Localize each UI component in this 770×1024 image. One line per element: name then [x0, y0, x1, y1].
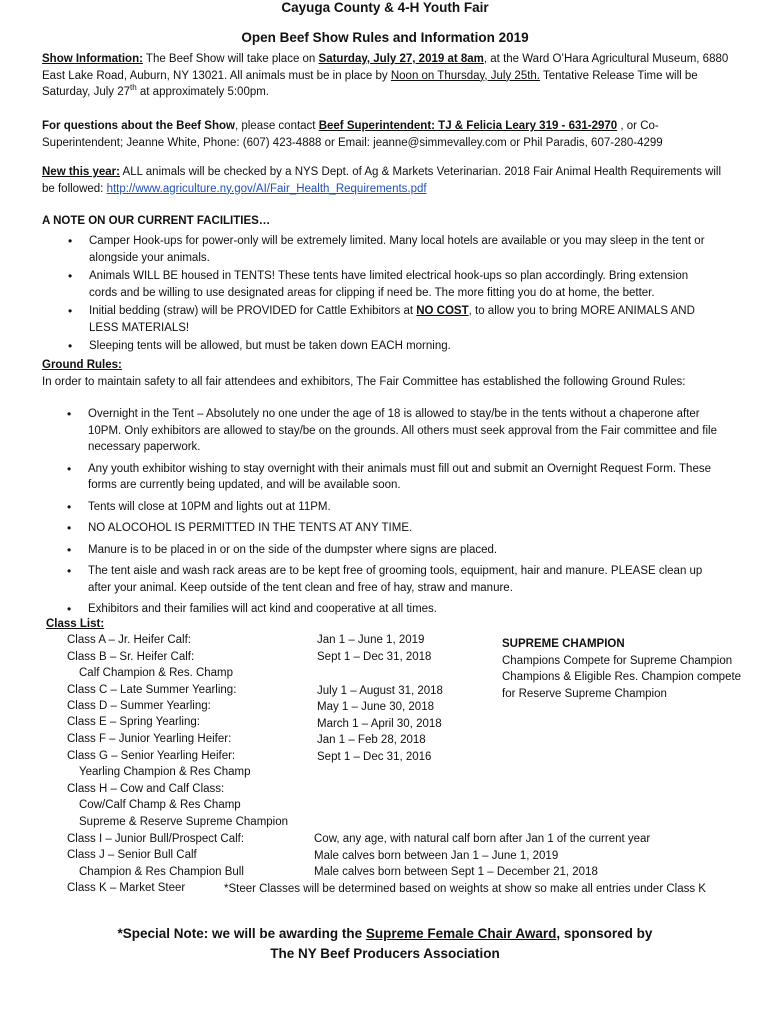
- class-row-label: Class C – Late Summer Yearling:: [67, 684, 237, 696]
- new-this-year-paragraph: [42, 164, 732, 197]
- list-item: • Sleeping tents will be allowed, but must be taken down EACH morning.: [68, 338, 718, 355]
- class-row-label: Calf Champion & Res. Champ: [79, 667, 234, 679]
- health-requirements-link[interactable]: http://www.agriculture.ny.gov/AI/Fair_Health_Requirements.pdf: [106, 182, 427, 195]
- class-row-label: Class J – Senior Bull Calf: [67, 849, 197, 861]
- show-info-text: The Beef Show will take place on: [142, 53, 319, 65]
- class-list-heading: Class List:: [46, 618, 105, 630]
- show-info-text: , at the Ward O’Hara Agricultural Museum, 6880 East Lake Road, Auburn, NY 13021. All animals must be in place by: [42, 53, 729, 82]
- list-item: • Manure is to be placed in or on the side of the dumpster where signs are placed.: [67, 542, 723, 559]
- facilities-list: [68, 233, 718, 355]
- facilities-heading: A NOTE ON OUR CURRENT FACILITIES…: [42, 215, 271, 227]
- class-row-label: Class F – Junior Yearling Heifer:: [67, 733, 232, 745]
- list-item: • Camper Hook-ups for power-only will be extremely limited. Many local hotels are available or you may sleep in the tent or alongside your animals.: [68, 233, 718, 266]
- class-row-label: Class A – Jr. Heifer Calf:: [67, 634, 191, 646]
- class-k-label: Class K – Market Steer: [67, 882, 186, 894]
- show-information-paragraph: [42, 51, 732, 101]
- contact-text: , please contact: [234, 120, 319, 132]
- supreme-female-chair-award: Supreme Female Chair Award: [365, 926, 557, 941]
- contact-paragraph: [42, 118, 732, 151]
- show-info-text: at approximately 5:00pm.: [136, 86, 270, 98]
- class-row-date: Jan 1 – June 1, 2019: [317, 634, 425, 646]
- class-row-label: Champion & Res Champion Bull: [79, 866, 244, 878]
- class-row-label: Class E – Spring Yearling:: [67, 716, 200, 728]
- no-cost-text: NO COST: [416, 305, 469, 317]
- arrival-deadline: Noon on Thursday, July 25th.: [390, 69, 541, 82]
- ground-rules-list: [67, 406, 723, 618]
- special-note: [0, 926, 770, 943]
- list-item: • Animals WILL BE housed in TENTS! These tents have limited electrical hook-ups so plan accordingly. Bring extension cords and be willing to use designated areas for clipping if need be. The more fitting you do at home, the better.: [68, 268, 718, 301]
- supreme-champion-line: Champions & Eligible Res. Champion compete: [502, 671, 742, 683]
- class-row-label: Yearling Champion & Res Champ: [79, 766, 251, 778]
- show-info-text: Tentative Release Time will be Saturday, July 27: [42, 69, 698, 98]
- supreme-champion-heading: SUPREME CHAMPION: [502, 638, 625, 650]
- list-item: • Tents will close at 10PM and lights out at 11PM.: [67, 499, 723, 516]
- class-row-date: Sept 1 – Dec 31, 2018: [317, 651, 432, 663]
- class-row-label: Class B – Sr. Heifer Calf:: [67, 651, 195, 663]
- class-row-label: Class H – Cow and Calf Class:: [67, 783, 225, 795]
- ground-rules-intro: In order to maintain safety to all fair attendees and exhibitors, The Fair Committee has established the following Ground Rules:: [42, 376, 686, 388]
- new-this-year-text: ALL animals will be checked by a NYS Dept. of Ag & Markets Veterinarian. 2018 Fair Animal Health Requirements will be followed:: [42, 166, 722, 195]
- class-row-date: Male calves born between Sept 1 – December 21, 2018: [314, 866, 598, 878]
- class-row-date: May 1 – June 30, 2018: [317, 701, 434, 713]
- class-row-date: July 1 – August 31, 2018: [317, 685, 443, 697]
- class-row-date: Jan 1 – Feb 28, 2018: [317, 734, 426, 746]
- ground-rules-heading: Ground Rules:: [42, 359, 122, 371]
- class-row-date: Male calves born between Jan 1 – June 1, 2019: [314, 850, 559, 862]
- class-row-label: Supreme & Reserve Supreme Champion: [79, 816, 289, 828]
- beef-superintendent: Beef Superintendent: TJ & Felicia Leary 319 - 631-2970: [318, 120, 618, 132]
- class-row-date: March 1 – April 30, 2018: [317, 718, 442, 730]
- special-note-sponsor: The NY Beef Producers Association: [270, 946, 500, 961]
- new-this-year-label: New this year:: [42, 166, 120, 178]
- bedding-text: , to allow you to bring MORE ANIMALS AND LESS MATERIALS!: [89, 305, 695, 334]
- class-row-label: Cow/Calf Champ & Res Champ: [79, 799, 241, 811]
- list-item: • NO ALOCOHOL IS PERMITTED IN THE TENTS AT ANY TIME.: [67, 520, 723, 537]
- show-information-label: Show Information:: [42, 53, 143, 65]
- ordinal-suffix: th: [130, 83, 137, 93]
- special-note-text: , sponsored by: [556, 926, 653, 941]
- contact-text: , or Co-Superintendent; Jeanne White, Phone: (607) 423-4888 or Email: jeanne@simmevalley.com or Phil Paradis, 607-280-4299: [42, 120, 663, 149]
- class-row-label: Class I – Junior Bull/Prospect Calf:: [67, 833, 245, 845]
- bedding-text: Initial bedding (straw) will be PROVIDED for Cattle Exhibitors at: [89, 305, 417, 317]
- steer-class-note: *Steer Classes will be determined based on weights at show so make all entries under Class K: [224, 883, 706, 895]
- list-item: • Exhibitors and their families will act kind and cooperative at all times.: [67, 601, 723, 618]
- list-item: • The tent aisle and wash rack areas are to be kept free of grooming tools, equipment, hair and manure. PLEASE clean up after your animal. Keep outside of the tent clean and free of hay, straw and manure.: [67, 563, 723, 596]
- document-title: Cayuga County & 4-H Youth Fair: [281, 0, 489, 15]
- document-subtitle: Open Beef Show Rules and Information 2019: [241, 30, 529, 45]
- class-row-date: Cow, any age, with natural calf born after Jan 1 of the current year: [314, 833, 651, 845]
- class-row-label: Class G – Senior Yearling Heifer:: [67, 750, 236, 762]
- supreme-champion-line: Champions Compete for Supreme Champion: [502, 655, 733, 667]
- supreme-champion-line: for Reserve Supreme Champion: [502, 688, 667, 700]
- list-item: • Any youth exhibitor wishing to stay overnight with their animals must fill out and submit an Overnight Request Form. These forms are currently being updated, and will be available soon.: [67, 461, 723, 494]
- special-note-text: *Special Note: we will be awarding the: [117, 926, 366, 941]
- list-item: [68, 303, 718, 336]
- class-row-date: Sept 1 – Dec 31, 2016: [317, 751, 432, 763]
- class-row-label: Class D – Summer Yearling:: [67, 700, 211, 712]
- show-date: Saturday, July 27, 2019 at 8am: [318, 53, 484, 65]
- list-item: • Overnight in the Tent – Absolutely no one under the age of 18 is allowed to stay/be in the tents without a chaperone after 10PM. Only exhibitors are allowed to stay/be on the grounds. All others must seek approval from the Fair committee and file necessary paperwork.: [67, 406, 723, 456]
- questions-label: For questions about the Beef Show: [42, 120, 235, 132]
